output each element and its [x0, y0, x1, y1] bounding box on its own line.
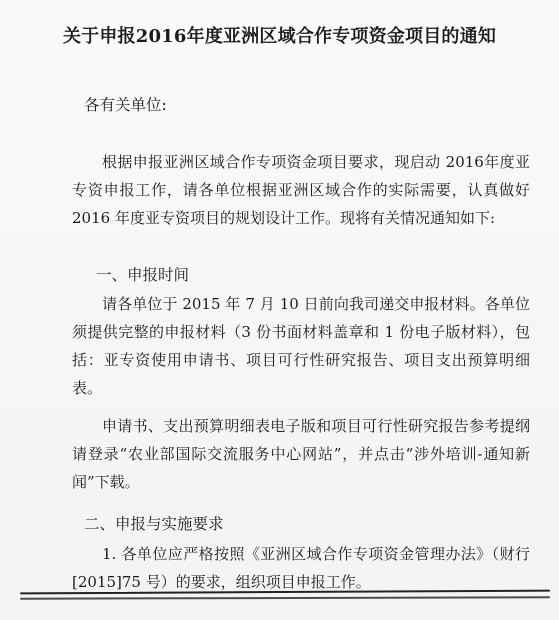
- section2-heading: 二、申报与实施要求: [84, 515, 224, 533]
- intro-paragraph: 根据申报亚洲区域合作专项资金项目要求，现启动 2016年度亚专资申报工作，请各单位根据亚洲区域合作的实际需要，认真做好 2016 年度亚专资项目的规划设计工作。现将有关情况通知如下:: [72, 153, 530, 227]
- ink-strike-line: [20, 596, 550, 599]
- section1-heading: 一、申报时间: [96, 266, 190, 284]
- section1-paragraph-2: 申请书、支出预算明细表电子版和项目可行性研究报告参考提纲请登录“农业部国际交流服务中心网站”，并点击“涉外培训-通知新闻”下载。: [72, 417, 530, 491]
- document-title: 关于申报2016年度亚洲区域合作专项资金项目的通知: [62, 26, 497, 47]
- section1-paragraph-1: 请各单位于 2015 年 7 月 10 日前向我司递交申报材料。各单位须提供完整的申报材料（3 份书面材料盖章和 1 份电子版材料），包括：亚专资使用申请书、项目可行性研究报告、项目支出预算明细表。: [72, 295, 530, 397]
- section2-item-1: 1. 各单位应严格按照《亚洲区域合作专项资金管理办法》（财行 [2015]75 号）的要求，组织项目申报工作。: [72, 545, 530, 591]
- salutation: 各有关单位:: [84, 96, 167, 114]
